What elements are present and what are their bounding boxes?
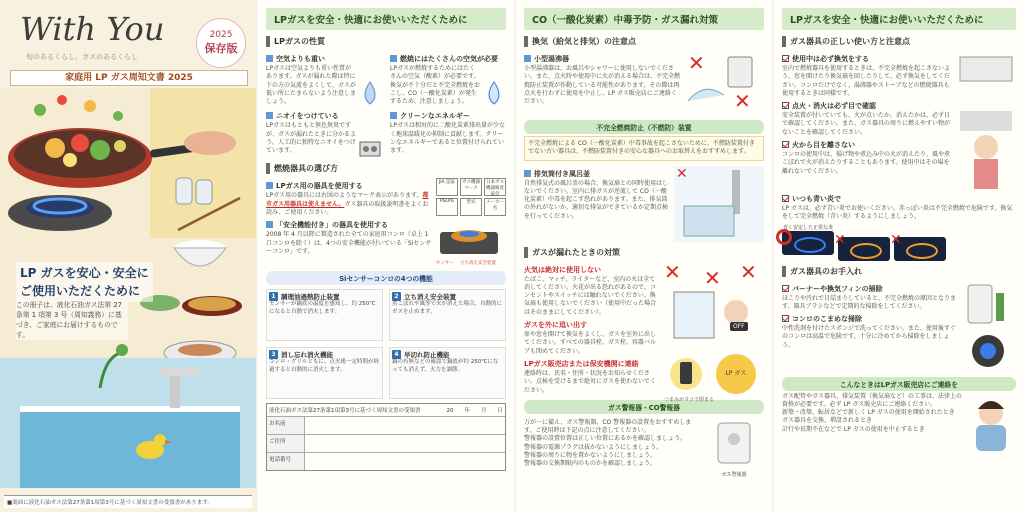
page-title: LPガスを安全・快適にお使いいただくために <box>782 8 1016 30</box>
bullet-icon <box>266 55 273 62</box>
ok-mark-icon <box>776 229 792 245</box>
year-badge <box>196 18 246 68</box>
contact-bullet: 新築・改築、転居などで新しく LP ガスの使用を開始されたとき <box>782 409 955 417</box>
property-title: 燃焼にはたくさんの空気が必要 <box>400 55 498 63</box>
bad-flame-card <box>890 225 946 261</box>
page-title: LPガスを安全・快適にお使いいただくために <box>266 8 506 30</box>
receipt-field-phone[interactable] <box>305 453 505 470</box>
phone-icon <box>666 354 706 394</box>
exhaust-title: 排気筒付き風呂釜 <box>534 169 590 178</box>
function-number: 3 <box>269 350 278 359</box>
section-heading: 燃焼器具の選び方 <box>266 163 506 174</box>
leak-illustrations <box>664 259 764 403</box>
checkbox-icon <box>782 102 789 109</box>
alarm-bullet: 警報器の設置位置は正しい位置にあるかを確認しましょう。 <box>524 435 687 443</box>
water-heater-illustration <box>684 51 764 115</box>
property-item <box>390 51 506 106</box>
mark-maker: メーカー名 <box>484 198 506 216</box>
usage-text: 安全装置が付いていても、火が点いたか、消えたかは、必ず目で確認してください。また、ガス器具の周りに燃えやすい物がないことを確認してください。 <box>782 112 951 136</box>
exhaust-section <box>524 166 764 242</box>
prohibited-icon: ✕ <box>704 265 721 290</box>
properties-section <box>266 36 506 158</box>
contact-text: ガス配管やガス器具、排気装置（換気扇など）の工事は、法律上の資格が必要です。必ず LP ガス販売店にご連絡ください。 <box>782 392 963 408</box>
function-text: 煮こぼれや風等で火が消えた場合、自動的にガスを止めます。 <box>392 301 503 315</box>
function-text: コンロ・グリルともに、点火後一定時間が経過すると自動的に消火します。 <box>269 359 380 373</box>
prohibited-icon: ✕ <box>664 259 681 284</box>
orange-flame-icon <box>894 237 946 261</box>
receipt-form <box>266 403 506 471</box>
bullet-icon <box>266 182 273 189</box>
leak-item-text: たばこ、マッチ、ライターなど、室内の火は全て消してください。火花が出る恐れがあるので、コンセントやスイッチには触れないでください。換気扇も使用しないでください（使用中だった場合はそのままにしてください）。 <box>524 275 657 316</box>
section-heading: LPガスの性質 <box>266 36 506 47</box>
operator-illustration <box>966 393 1016 453</box>
function-title: 早切れ防止機能 <box>404 351 450 360</box>
si-function-item <box>389 289 506 341</box>
cover-heading-line2: ご使用いただくために <box>20 284 141 298</box>
receipt-field-address[interactable] <box>305 435 505 452</box>
care-text: ほこりや汚れで目詰まりしていると、不完全燃焼の原因となります。器具ブラシなどで定期的な掃除をしてください。 <box>782 294 957 310</box>
year-text: 2025 <box>209 30 233 40</box>
antifire-text: 不完全燃焼による CO（一酸化炭素）中毒事故を起こさないために、不燃防装置付きでない古い器具は、不燃防装置付きの安心な器具へのお取替えをおすすめします。 <box>524 136 764 161</box>
property-title: クリーンなエネルギー <box>400 112 470 121</box>
receipt-row <box>267 452 505 470</box>
selection-title: 「安全機能付き」の器具を使用する <box>276 221 388 230</box>
alarm-bullet: 警報器の電源プラグは抜かないようにしましょう。 <box>524 443 663 451</box>
prohibited-icon: ✕ <box>734 89 751 113</box>
bullet-icon <box>390 112 397 119</box>
receipt-row <box>267 434 505 452</box>
cover-heading <box>16 262 153 302</box>
usage-title: 使用中は必ず換気をする <box>792 55 869 63</box>
svg-text:✕: ✕ <box>676 165 688 182</box>
oxygen-droplet-icon <box>482 80 506 106</box>
usage-text: コンロの使用中は、揚げ物や煮込み中の火が消えたり、風や煮こぼれで火が消えたりすることもあります。使用中はその場を離れないでください。 <box>782 151 951 175</box>
function-text: センサーが鍋底の温度を感知し、約 250℃になると自動で消火します。 <box>269 301 376 315</box>
selection-text-a: LPガス用の器具には右図のようなマーク表示があります。 <box>266 192 423 200</box>
property-text: LPガスはもともと無色無臭ですが、ガスが漏れたときに分かるよう、人工的に独特なニオイをつけています。 <box>266 122 357 155</box>
property-text: LPガスが燃焼するためにはたくさんの空気（酸素）が必要です。換気が不十分だと不完全燃焼をおこし、CO（一酸化炭素）が発生するため、注意しましょう。 <box>390 65 481 106</box>
antifire-bar: 不完全燃焼防止（不燃防）装置 <box>524 120 764 134</box>
page-title: CO（一酸化炭素）中毒予防・ガス漏れ対策 <box>524 8 764 30</box>
section-heading: ガス器具の正しい使い方と注意点 <box>782 36 1016 47</box>
cover-band: 家庭用 LP ガス周知文書 2025 <box>10 70 248 86</box>
receipt-header: 液化石油ガス法第27条第1項第3号に基づく周知文書の受領書 <box>269 408 421 415</box>
section-heading: 換気（給気と排気）の注意点 <box>524 36 764 47</box>
selection-section <box>266 163 506 266</box>
mark-pslpg: PSLPG <box>436 198 458 216</box>
mark-model: 型式 <box>460 198 482 216</box>
sensor-label: センサー <box>436 261 454 267</box>
selection-text <box>266 192 432 217</box>
alarm-bullet: 警報器の交換期限内のものかを確認しましょう。 <box>524 460 657 468</box>
mark-inspect: 日本ガス機器検査協会 <box>486 180 504 198</box>
certification-marks <box>436 178 506 266</box>
receipt-row <box>267 416 505 434</box>
function-title: 調理油過熱防止装置 <box>281 293 340 302</box>
si-heading: Siセンサーコンロの4つの機能 <box>266 271 506 285</box>
function-number: 2 <box>392 292 401 301</box>
cleaning-illustration <box>960 281 1016 371</box>
prohibited-icon: ✕ <box>740 259 757 284</box>
property-item <box>266 51 382 106</box>
alarm-section <box>524 419 764 478</box>
vent-section <box>524 36 764 115</box>
leak-item-title: ガスを外に追い出す <box>524 321 587 330</box>
receipt-label: 電話番号 <box>267 453 305 470</box>
open-window-icon <box>664 286 764 346</box>
selection-text-b: ガス器具の取扱説明書をよくお読み、ご使用ください。 <box>266 200 429 217</box>
checkbox-icon <box>782 285 789 292</box>
flame-caption: 青く安定した正常な炎 <box>782 224 833 231</box>
off-switch: OFF <box>730 322 748 331</box>
si-function-item <box>266 289 383 341</box>
good-flame-card <box>782 225 834 261</box>
property-title: 空気よりも重い <box>276 55 325 63</box>
stove-burner-icon <box>436 218 502 258</box>
page-safety-properties <box>258 0 514 512</box>
bullet-icon <box>524 170 531 177</box>
care-text: 中性洗剤を付けたスポンジで洗ってください。また、使用後すぐのコンロは高温で危険です。十分に冷めてから掃除をしましょう。 <box>782 325 956 349</box>
cover-tagline: 旬のあるくらし、ガスのあるくらし <box>26 53 138 61</box>
section-heading: ガス器具のお手入れ <box>782 266 1016 277</box>
checkbox-icon <box>782 141 789 148</box>
selection-text: 2008 年 4 月以降に製造された全ての家庭用コンロ（卓上 1 口コンロを除く）は、4つの安全機能が付いている「Siセンサーコンロ」です。 <box>266 231 432 255</box>
property-text: LPガスは空気よりも重い性質があります。ガスが漏れた際は特に下の方の気流をよくして、ガスが低い所にたまらないよう注意しましょう。 <box>266 65 357 106</box>
contact-heading: こんなときはLPガス販売店にご連絡を <box>782 377 1016 391</box>
usage-text: LP ガスは、必ず青い炎でお使いください。赤っぽい炎は不完全燃焼で危険です。換気をして完全燃焼（青い炎）するようにしましょう。 <box>782 205 1013 221</box>
selection-title: LPガス用の器具を使用する <box>276 182 363 191</box>
receipt-field-name[interactable] <box>305 417 505 434</box>
property-title: ニオイをつけている <box>276 112 339 121</box>
edition-text: 保存版 <box>204 42 238 55</box>
mark-jia: JIA 認証 <box>436 178 458 196</box>
si-function-item <box>266 347 383 399</box>
exhaust-text: 自然排気式の風呂釜の場合、換気扇との同時使用はしないでください。室内に排ガスが逆流して CO（一酸化炭素）中毒を起こす恐れがあります。また、排気筒の外れがないか、適切な排気ができているか定期点検を行ってください。 <box>524 179 669 220</box>
selection-text-warning: 都市ガス用器具は使えません。 <box>266 192 429 208</box>
contact-section <box>782 377 1016 453</box>
usage-title: 点火・消火は必ず目で確認 <box>792 102 876 111</box>
checkbox-icon <box>782 195 789 202</box>
prohibited-icon: ✕ <box>890 231 902 248</box>
valve-caption: つまみがヨコで閉まる <box>664 396 715 403</box>
vent-title: 小型湯沸器 <box>534 55 569 63</box>
function-number: 1 <box>269 292 278 301</box>
prohibited-icon: ✕ <box>688 51 705 75</box>
leak-item-text: 扉や窓を開けて換気をよくし、ガスを室外に出してください。すべての器具栓、ガス栓、容器バルブも閉めてください。 <box>524 331 657 355</box>
mark-gas: ガス機器マーク <box>460 178 482 196</box>
care-section <box>782 266 1016 371</box>
page-co-prevention <box>516 0 772 512</box>
stove-icon <box>358 138 382 158</box>
bullet-icon <box>266 221 273 228</box>
burner-label: 立ち消え安全装置 <box>460 261 496 267</box>
cover-footer: ■裏面に液化石油ガス法第27条第1項第3号に基づく周知文書の受領書があります。 <box>4 495 252 508</box>
bullet-icon <box>266 112 273 119</box>
flame-comparison <box>782 225 1016 261</box>
property-item <box>390 108 506 158</box>
function-title: 立ち消え安全装置 <box>404 293 456 302</box>
alarm-bullet: 警報器の周りに物を置かないようにしましょう。 <box>524 452 657 460</box>
receipt-label: お名前 <box>267 417 305 434</box>
alarm-bar: ガス警報器・CO警報器 <box>524 400 764 414</box>
si-functions <box>266 289 506 399</box>
lp-gas-badge: LP ガス <box>716 354 756 394</box>
usage-title: 火から目を離さない <box>792 141 855 150</box>
contact-bullet: 計行や長期不在などで LP ガスの使用を中止するとき <box>782 425 925 433</box>
orange-flame-icon <box>838 237 890 261</box>
care-title: バーナーや換気フィンの掃除 <box>792 284 883 293</box>
vent-text: 小型湯沸器は、お風呂やシャワーに使用しないでください。また、点火時や使用中に火が消える場合は、不完全燃焼防止装置が作動している可能性があります。その際は再点火を行わずに使用を中止し、LP ガス販売店にご連絡ください。 <box>524 65 681 106</box>
usage-section <box>782 36 1016 222</box>
alarm-text: 万が一に備え、ガス警報器、CO 警報器の設置をおすすめします。ご使用時は下記の点に注意してください。 <box>524 418 692 435</box>
bullet-icon <box>524 55 531 62</box>
function-text: 鍋の有無などの確認で鍋底が約 250℃になっても消えず、火力を調節。 <box>392 359 499 373</box>
receipt-label: ご住所 <box>267 435 305 452</box>
checkbox-icon <box>782 55 789 62</box>
leak-item-title: LPガス販売店または保安機関に連絡 <box>524 359 639 368</box>
prohibited-icon: ✕ <box>834 231 846 248</box>
cover-intro: この冊子は、液化石油ガス法第 27 条第 1 項第 3 号（周知義務）に基づき、ご家庭にお届けするものです。 <box>16 300 128 340</box>
function-title: 消し忘れ消火機能 <box>281 351 333 360</box>
usage-title: いつも青い炎で <box>792 195 841 203</box>
device-label: ガス警報器 <box>721 471 747 478</box>
kitchen-illustration <box>956 51 1016 191</box>
care-title: コンロのこまめな掃除 <box>792 315 862 324</box>
usage-text: 室内で燃焼器具を使用するときは、不完全燃焼を起こさないよう、窓を開けたり換気扇を回したりして、必ず換気をしてください。コンロだけでなく、湯沸器やストーブなどの燃焼器具も使用するときは同様です。 <box>782 65 951 97</box>
cover-page <box>0 0 256 512</box>
section-heading: ガスが漏れたときの対策 <box>524 247 764 258</box>
leak-section <box>524 247 764 403</box>
leak-item-title: 火気は絶対に使用しない <box>524 265 601 274</box>
property-item <box>266 108 382 158</box>
receipt-date: 20 年 月 日 <box>446 408 503 415</box>
page-correct-use <box>774 0 1024 512</box>
function-number: 4 <box>392 350 401 359</box>
gas-alarm-device <box>704 419 764 478</box>
si-function-item <box>389 347 506 399</box>
contact-bullet: ガス器具を交換、増設されるとき <box>782 417 873 425</box>
gas-alarm-icon <box>712 419 756 467</box>
bath-exhaust-illustration <box>674 166 764 242</box>
droplet-icon <box>358 80 382 106</box>
property-text: LPガスは相対的に二酸化炭素排出量が少なく地球温暖化の抑制に貢献します。クリーンなエネルギーであると位置付けられています。 <box>390 122 505 155</box>
cover-title: With You <box>20 10 165 48</box>
leak-item-text: 連絡時は、氏名・住所・状況をお知らせください。点検を受けるまで絶対にガスを使わないでください。 <box>524 369 657 394</box>
bullet-icon <box>390 55 397 62</box>
checkbox-icon <box>782 315 789 322</box>
bad-flame-card <box>834 225 890 261</box>
cover-heading-line1: LP ガスを安心・安全に <box>20 266 149 280</box>
